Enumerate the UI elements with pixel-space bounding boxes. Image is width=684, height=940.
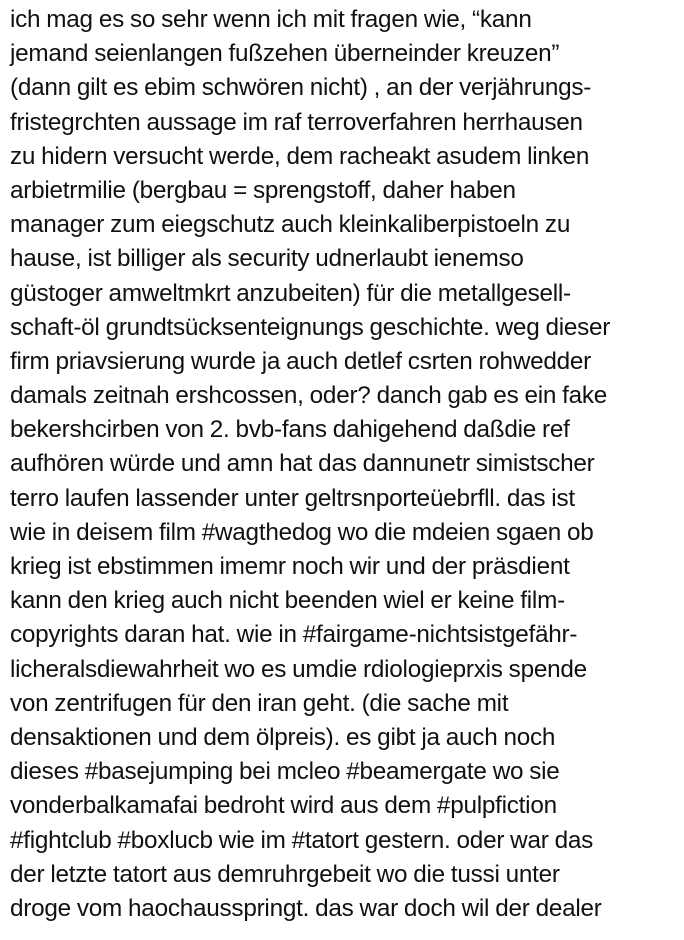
text-line: ich mag es so sehr wenn ich mit fragen wie, “kann: [10, 6, 532, 33]
text-line: terro laufen lassender unter geltrsnporteüebrfll. das ist: [10, 484, 575, 512]
text-line: jemand seienlangen fußzehen überneinder kreuzen”: [10, 40, 560, 68]
text-line: firm priavsierung wurde ja auch detlef csrten rohwedder: [10, 347, 592, 375]
text-line: kann den krieg auch nicht beenden wiel er keine film-: [10, 587, 565, 615]
text-line: damals zeitnah ershcossen, oder? danch gab es ein fake: [10, 382, 608, 410]
text-line: der letzte tatort aus demruhrgebeit wo die tussi unter: [10, 860, 560, 888]
text-line: krieg ist ebstimmen imemr noch wir und der präsdient: [10, 553, 570, 580]
text-line: schaft-öl grundtsücksenteignungs geschichte. weg dieser: [10, 313, 611, 341]
text-line: güstoger amweltmkrt anzubeiten) für die metallgesell-: [10, 279, 571, 307]
text-line: licheralsdiewahrheit wo es umdie rdiologieprxis spende: [10, 655, 587, 683]
text-line: arbietrmilie (bergbau = sprengstoff, daher haben: [10, 176, 516, 204]
text-line: #fightclub #boxlucb wie im #tatort gestern. oder war das: [10, 826, 593, 854]
text-line: zu hidern versucht werde, dem racheakt asudem linken: [10, 142, 590, 170]
body-text: [10, 3, 682, 926]
text-line: copyrights daran hat. wie in #fairgame-nichtsistgefähr-: [10, 621, 578, 649]
text-line: (dann gilt es ebim schwören nicht) , an der verjährungs-: [10, 74, 592, 102]
text-line: fristegrchten aussage im raf terroverfahren herrhausen: [10, 108, 583, 136]
text-line: vonderbalkamafai bedroht wird aus dem #pulpfiction: [10, 792, 557, 820]
text-line: bekershcirben von 2. bvb-fans dahigehend daßdie ref: [10, 416, 570, 444]
text-line: aufhören würde und amn hat das dannunetr simistscher: [10, 450, 595, 478]
text-line: hause, ist billiger als security udnerlaubt ienemso: [10, 245, 524, 273]
text-line: droge vom haochausspringt. das war doch wil der dealer: [10, 894, 602, 922]
text-line: densaktionen und dem ölpreis). es gibt ja auch noch: [10, 723, 556, 751]
text-line: manager zum eiegschutz auch kleinkaliberpistoeln zu: [10, 211, 571, 239]
text-line: wie in deisem film #wagthedog wo die mdeien sgaen ob: [10, 518, 594, 546]
text-line: dieses #basejumping bei mcleo #beamergate wo sie: [10, 758, 560, 786]
text-line: von zentrifugen für den iran geht. (die sache mit: [10, 689, 509, 717]
